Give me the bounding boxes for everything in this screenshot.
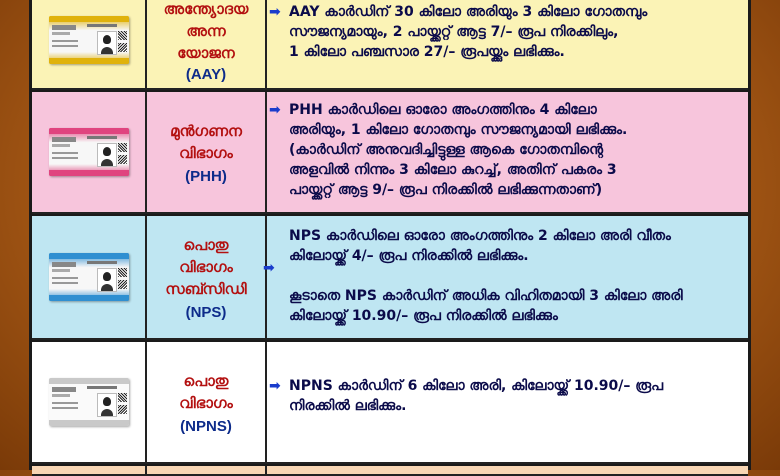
- category-code: (AAY): [185, 65, 227, 83]
- arrow-right-icon: ➡: [269, 378, 281, 394]
- category-code: (NPS): [185, 303, 227, 321]
- category-cell: [147, 92, 267, 214]
- description-text: PHH കാർഡിലെ ഓരോ അംഗത്തിനും 4 കിലോ അരിയും, 1 കിലോ ഗോതമ്പും സൗജന്യമായി ലഭിക്കും. (കാർഡിന് അനുവദിച്ചിട്ടുള്ള ആകെ ഗോതമ്പിന്റെ അളവിൽ നിന്നും 3 കിലോ കുറച്ച്, അതിന് പകരം 3 പായ്ക്കറ്റ് ആട്ട 9/– രൂപ നിരക്കിൽ ലഭിക്കുന്നതാണ്): [289, 102, 628, 198]
- table-row-aay: [32, 0, 748, 90]
- card-cell: [32, 92, 147, 214]
- category-code: (NPNS): [180, 417, 232, 435]
- arrow-right-icon: ➡: [269, 102, 281, 118]
- ration-card-blue-icon: [49, 253, 129, 301]
- description-cell: [263, 216, 748, 340]
- ration-card-yellow-icon: [49, 16, 129, 64]
- arrow-right-icon: ➡: [269, 4, 281, 20]
- table-row-partial: [32, 466, 748, 476]
- description-text: NPS കാർഡിലെ ഓരോ അംഗത്തിനും 2 കിലോ അരി വീതം കിലോയ്ക്ക് 4/– രൂപ നിരക്കിൽ ലഭിക്കും. കൂടാതെ NPS കാർഡിന് അധിക വിഹിതമായി 3 കിലോ അരി കിലോയ്ക്ക് 10.90/– രൂപ നിരക്കിൽ ലഭിക്കും: [289, 228, 683, 324]
- description-cell: [267, 0, 748, 90]
- description-text: AAY കാർഡിന് 30 കിലോ അരിയും 3 കിലോ ഗോതമ്പും സൗജന്യമായും, 2 പായ്ക്കറ്റ് ആട്ട 7/– രൂപ നിരക്കിലും, 1 കിലോ പഞ്ചസാര 27/– രൂപയ്ക്കും ലഭിക്കും.: [289, 4, 648, 60]
- category-cell: [147, 466, 267, 476]
- table-row-nps: [32, 216, 748, 340]
- category-name: പൊതു വിഭാഗം: [179, 371, 233, 412]
- description-text: NPNS കാർഡിന് 6 കിലോ അരി, കിലോയ്ക്ക് 10.90/– രൂപ നിരക്കിൽ ലഭിക്കും.: [289, 378, 664, 414]
- description-cell: [267, 342, 748, 464]
- category-name: മുൻഗണന വിഭാഗം: [170, 121, 242, 162]
- table-row-npns: [32, 342, 748, 464]
- card-cell: [32, 0, 147, 90]
- category-code: (PHH): [185, 167, 227, 185]
- ration-card-pink-icon: [49, 128, 129, 176]
- category-name: പൊതു വിഭാഗം സബ്സിഡി: [165, 235, 247, 298]
- description-cell: [267, 92, 748, 214]
- table-row-phh: [32, 92, 748, 214]
- ration-card-white-icon: [49, 378, 129, 426]
- card-cell: [32, 216, 147, 340]
- card-cell: [32, 466, 147, 476]
- category-cell: [147, 216, 267, 340]
- card-cell: [32, 342, 147, 464]
- category-cell: [147, 342, 267, 464]
- arrow-right-icon: ➡: [263, 260, 275, 276]
- description-cell: [267, 466, 748, 476]
- category-cell: [147, 0, 267, 90]
- category-name: അന്ത്യോദയ അന്ന യോജന: [163, 0, 249, 62]
